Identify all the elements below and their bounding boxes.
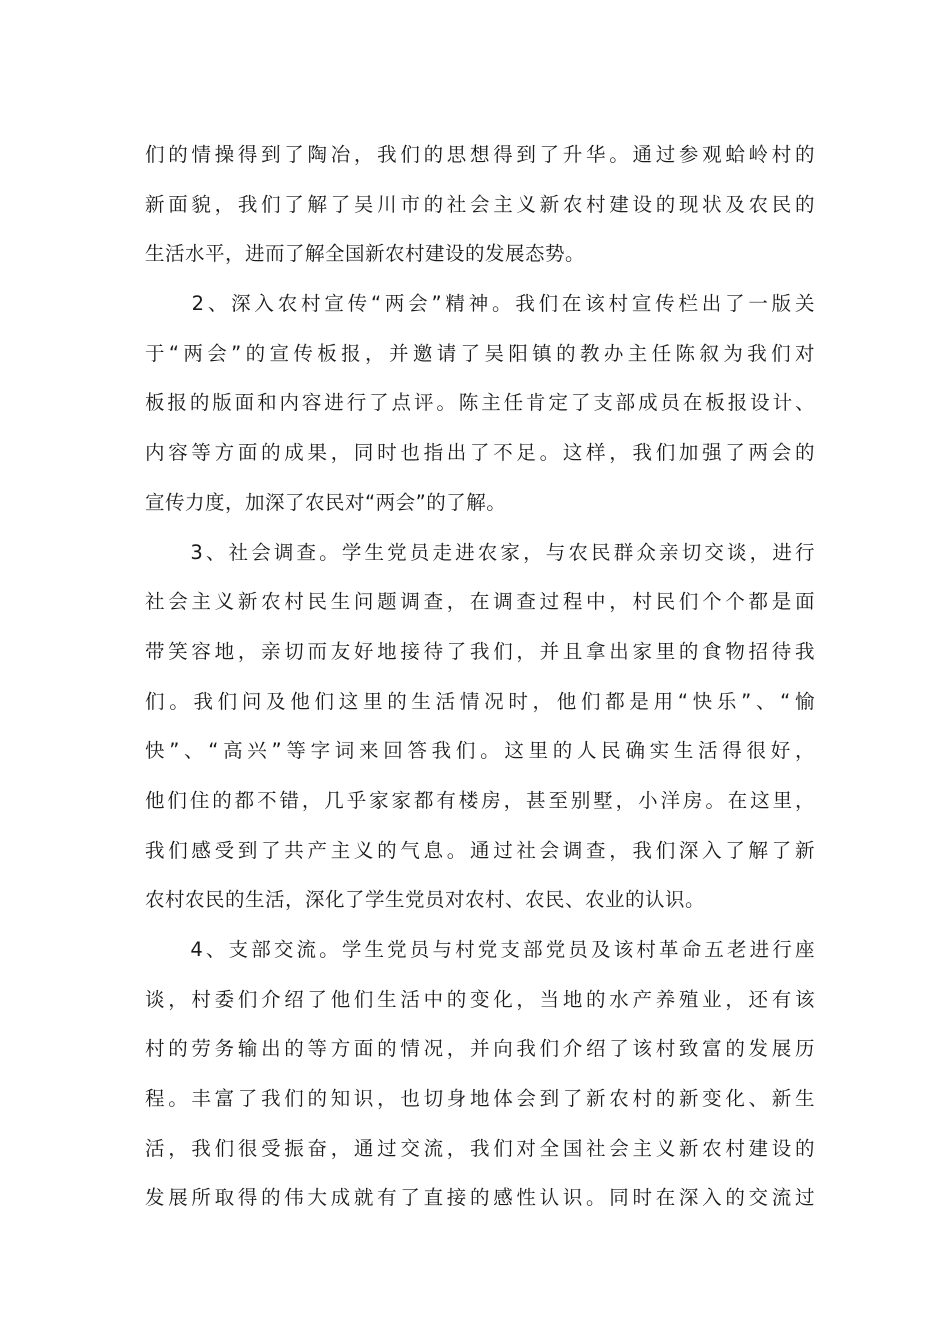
text-line: 于“两会”的宣传板报，并邀请了吴阳镇的教办主任陈叙为我们对 (145, 341, 815, 365)
text-line: 2、深入农村宣传“两会”精神。我们在该村宣传栏出了一版关 (145, 292, 815, 316)
text-line: 村的劳务输出的等方面的情况，并向我们介绍了该村致富的发展历 (145, 1037, 815, 1061)
text-line: 宣传力度，加深了农民对“两会”的了解。 (145, 490, 507, 514)
text-line: 3、社会调查。学生党员走进农家，与农民群众亲切交谈，进行 (145, 540, 815, 564)
text-line: 快”、“高兴”等字词来回答我们。这里的人民确实生活得很好， (145, 739, 815, 763)
text-line: 活，我们很受振奋，通过交流，我们对全国社会主义新农村建设的 (145, 1136, 815, 1160)
text-line: 4、支部交流。学生党员与村党支部党员及该村革命五老进行座 (145, 938, 815, 961)
text-line: 带笑容地，亲切而友好地接待了我们，并且拿出家里的食物招待我 (145, 639, 815, 663)
text-line: 内容等方面的成果，同时也指出了不足。这样，我们加强了两会的 (145, 441, 815, 465)
text-line: 我们感受到了共产主义的气息。通过社会调查，我们深入了解了新 (145, 838, 815, 862)
body-text (145, 130, 815, 1223)
text-line: 板报的版面和内容进行了点评。陈主任肯定了支部成员在板报设计、 (145, 391, 815, 415)
text-line: 农村农民的生活，深化了学生党员对农村、农民、农业的认识。 (145, 888, 706, 912)
text-line: 生活水平，进而了解全国新农村建设的发展态势。 (145, 242, 586, 266)
text-line: 们。我们问及他们这里的生活情况时，他们都是用“快乐”、“愉 (145, 689, 815, 713)
text-line: 们的情操得到了陶冶，我们的思想得到了升华。通过参观蛤岭村的 (145, 143, 815, 166)
text-line: 他们住的都不错，几乎家家都有楼房，甚至别墅，小洋房。在这里， (145, 788, 815, 812)
text-line: 社会主义新农村民生问题调查，在调查过程中，村民们个个都是面 (145, 590, 815, 614)
text-line: 谈，村委们介绍了他们生活中的变化，当地的水产养殖业，还有该 (145, 987, 815, 1011)
text-line: 程。丰富了我们的知识，也切身地体会到了新农村的新变化、新生 (145, 1087, 815, 1111)
text-line: 发展所取得的伟大成就有了直接的感性认识。同时在深入的交流过 (145, 1186, 815, 1210)
text-line: 新面貌，我们了解了吴川市的社会主义新农村建设的现状及农民的 (145, 192, 815, 216)
